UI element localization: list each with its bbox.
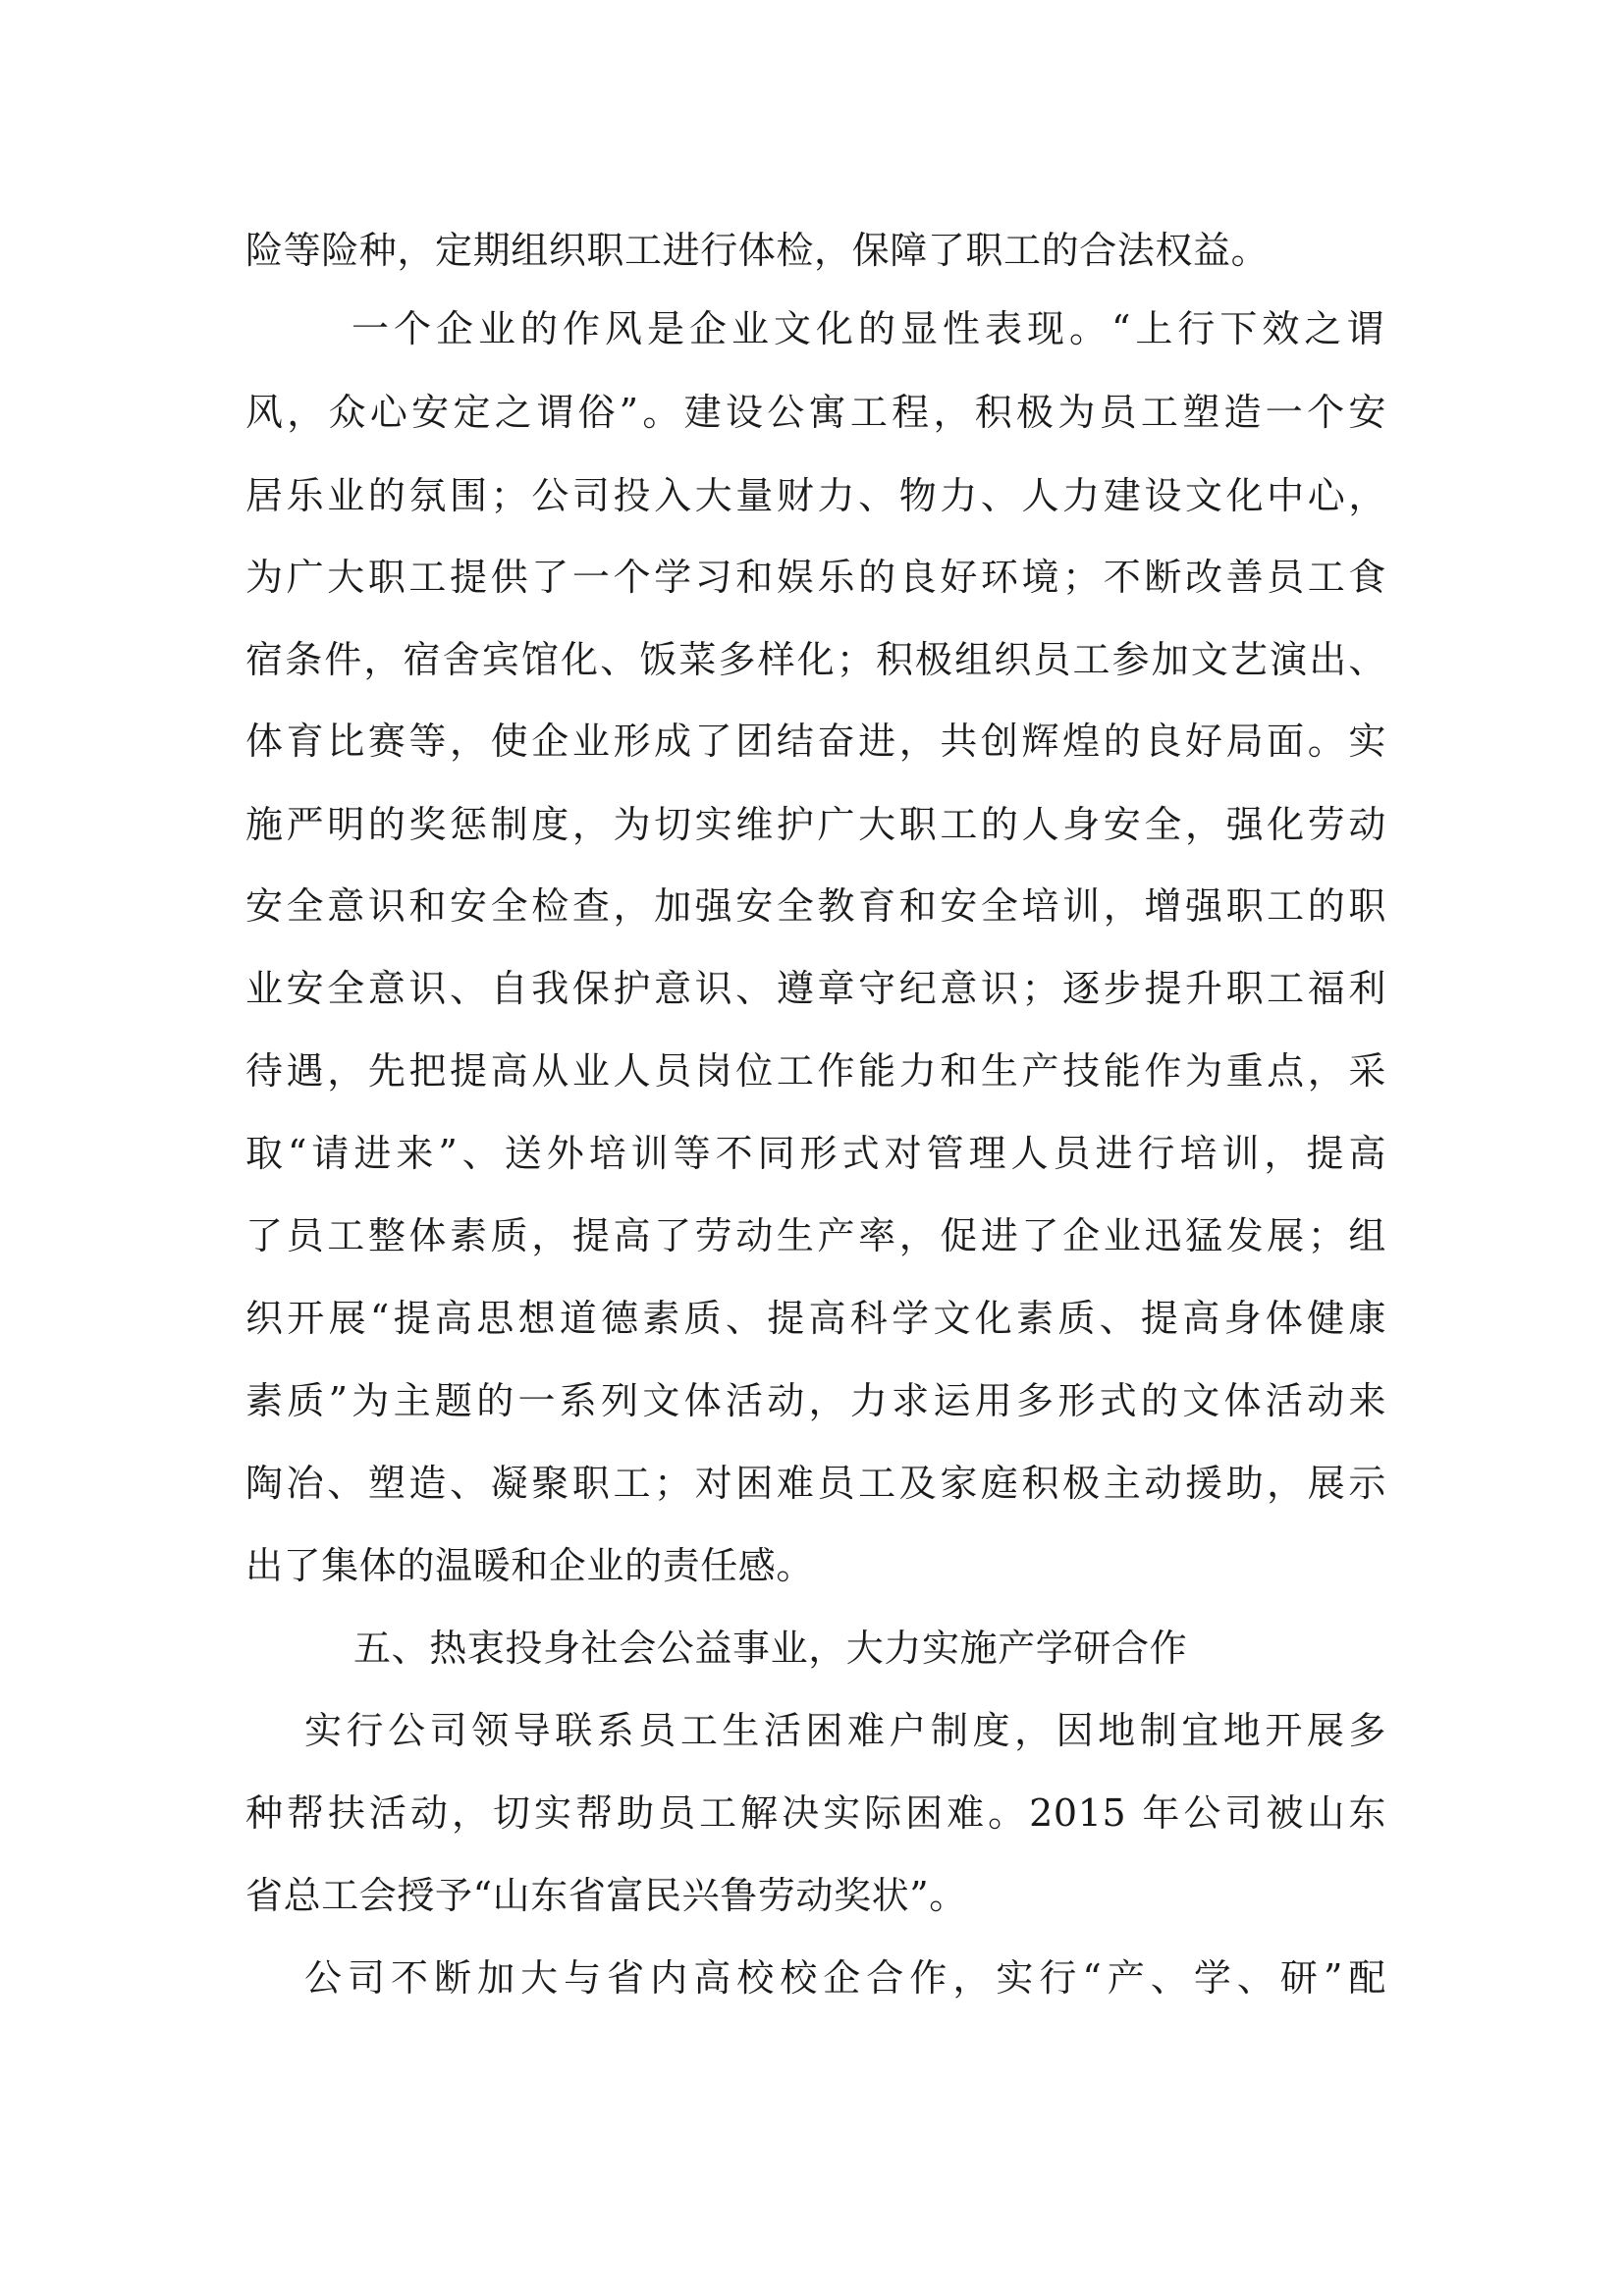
text-line-13: 了员工整体素质，提高了劳动生产率，促进了企业迅猛发展；组 bbox=[245, 1214, 1386, 1257]
text-line-6: 宿条件，宿舍宾馆化、饭菜多样化；积极组织员工参加文艺演出、 bbox=[245, 638, 1386, 681]
text-line-8: 施严明的奖惩制度，为切实维护广大职工的人身安全，强化劳动 bbox=[245, 803, 1386, 846]
text-line-12: 取“请进来”、送外培训等不同形式对管理人员进行培训，提高 bbox=[245, 1132, 1386, 1175]
text-line-10: 业安全意识、自我保护意识、遵章守纪意识；逐步提升职工福利 bbox=[245, 967, 1386, 1010]
text-line-5: 为广大职工提供了一个学习和娱乐的良好环境；不断改善员工食 bbox=[245, 556, 1386, 599]
text-line-4: 居乐业的氛围；公司投入大量财力、物力、人力建设文化中心， bbox=[245, 474, 1386, 517]
text-line-14: 织开展“提高思想道德素质、提高科学文化素质、提高身体健康 bbox=[245, 1297, 1386, 1340]
text-line-20: 种帮扶活动，切实帮助员工解决实际困难。2015 年公司被山东 bbox=[245, 1791, 1386, 1835]
text-line-7: 体育比赛等，使企业形成了团结奋进，共创辉煌的良好局面。实 bbox=[245, 720, 1386, 763]
text-line-17: 出了集体的温暖和企业的责任感。 bbox=[245, 1544, 815, 1587]
text-line-15: 素质”为主题的一系列文体活动，力求运用多形式的文体活动来 bbox=[245, 1379, 1386, 1422]
text-line-1: 险等险种，定期组织职工进行体检，保障了职工的合法权益。 bbox=[245, 229, 1270, 272]
text-line-9: 安全意识和安全检查，加强安全教育和安全培训，增强职工的职 bbox=[245, 884, 1386, 928]
text-line-19: 实行公司领导联系员工生活困难户制度，因地制宜地开展多 bbox=[304, 1709, 1386, 1752]
text-line-11: 待遇，先把提高从业人员岗位工作能力和生产技能作为重点，采 bbox=[245, 1049, 1386, 1093]
text-line-2: 一个企业的作风是企业文化的显性表现。“上行下效之谓 bbox=[352, 307, 1384, 350]
section-heading: 五、热衷投身社会公益事业，大力实施产学研合作 bbox=[353, 1627, 1188, 1670]
text-line-21: 省总工会授予“山东省富民兴鲁劳动奖状”。 bbox=[245, 1874, 967, 1917]
text-line-22: 公司不断加大与省内高校校企合作，实行“产、学、研”配 bbox=[304, 1956, 1386, 2000]
text-line-16: 陶冶、塑造、凝聚职工；对困难员工及家庭积极主动援助，展示 bbox=[245, 1462, 1386, 1505]
text-line-3: 风，众心安定之谓俗”。建设公寓工程，积极为员工塑造一个安 bbox=[245, 391, 1386, 434]
